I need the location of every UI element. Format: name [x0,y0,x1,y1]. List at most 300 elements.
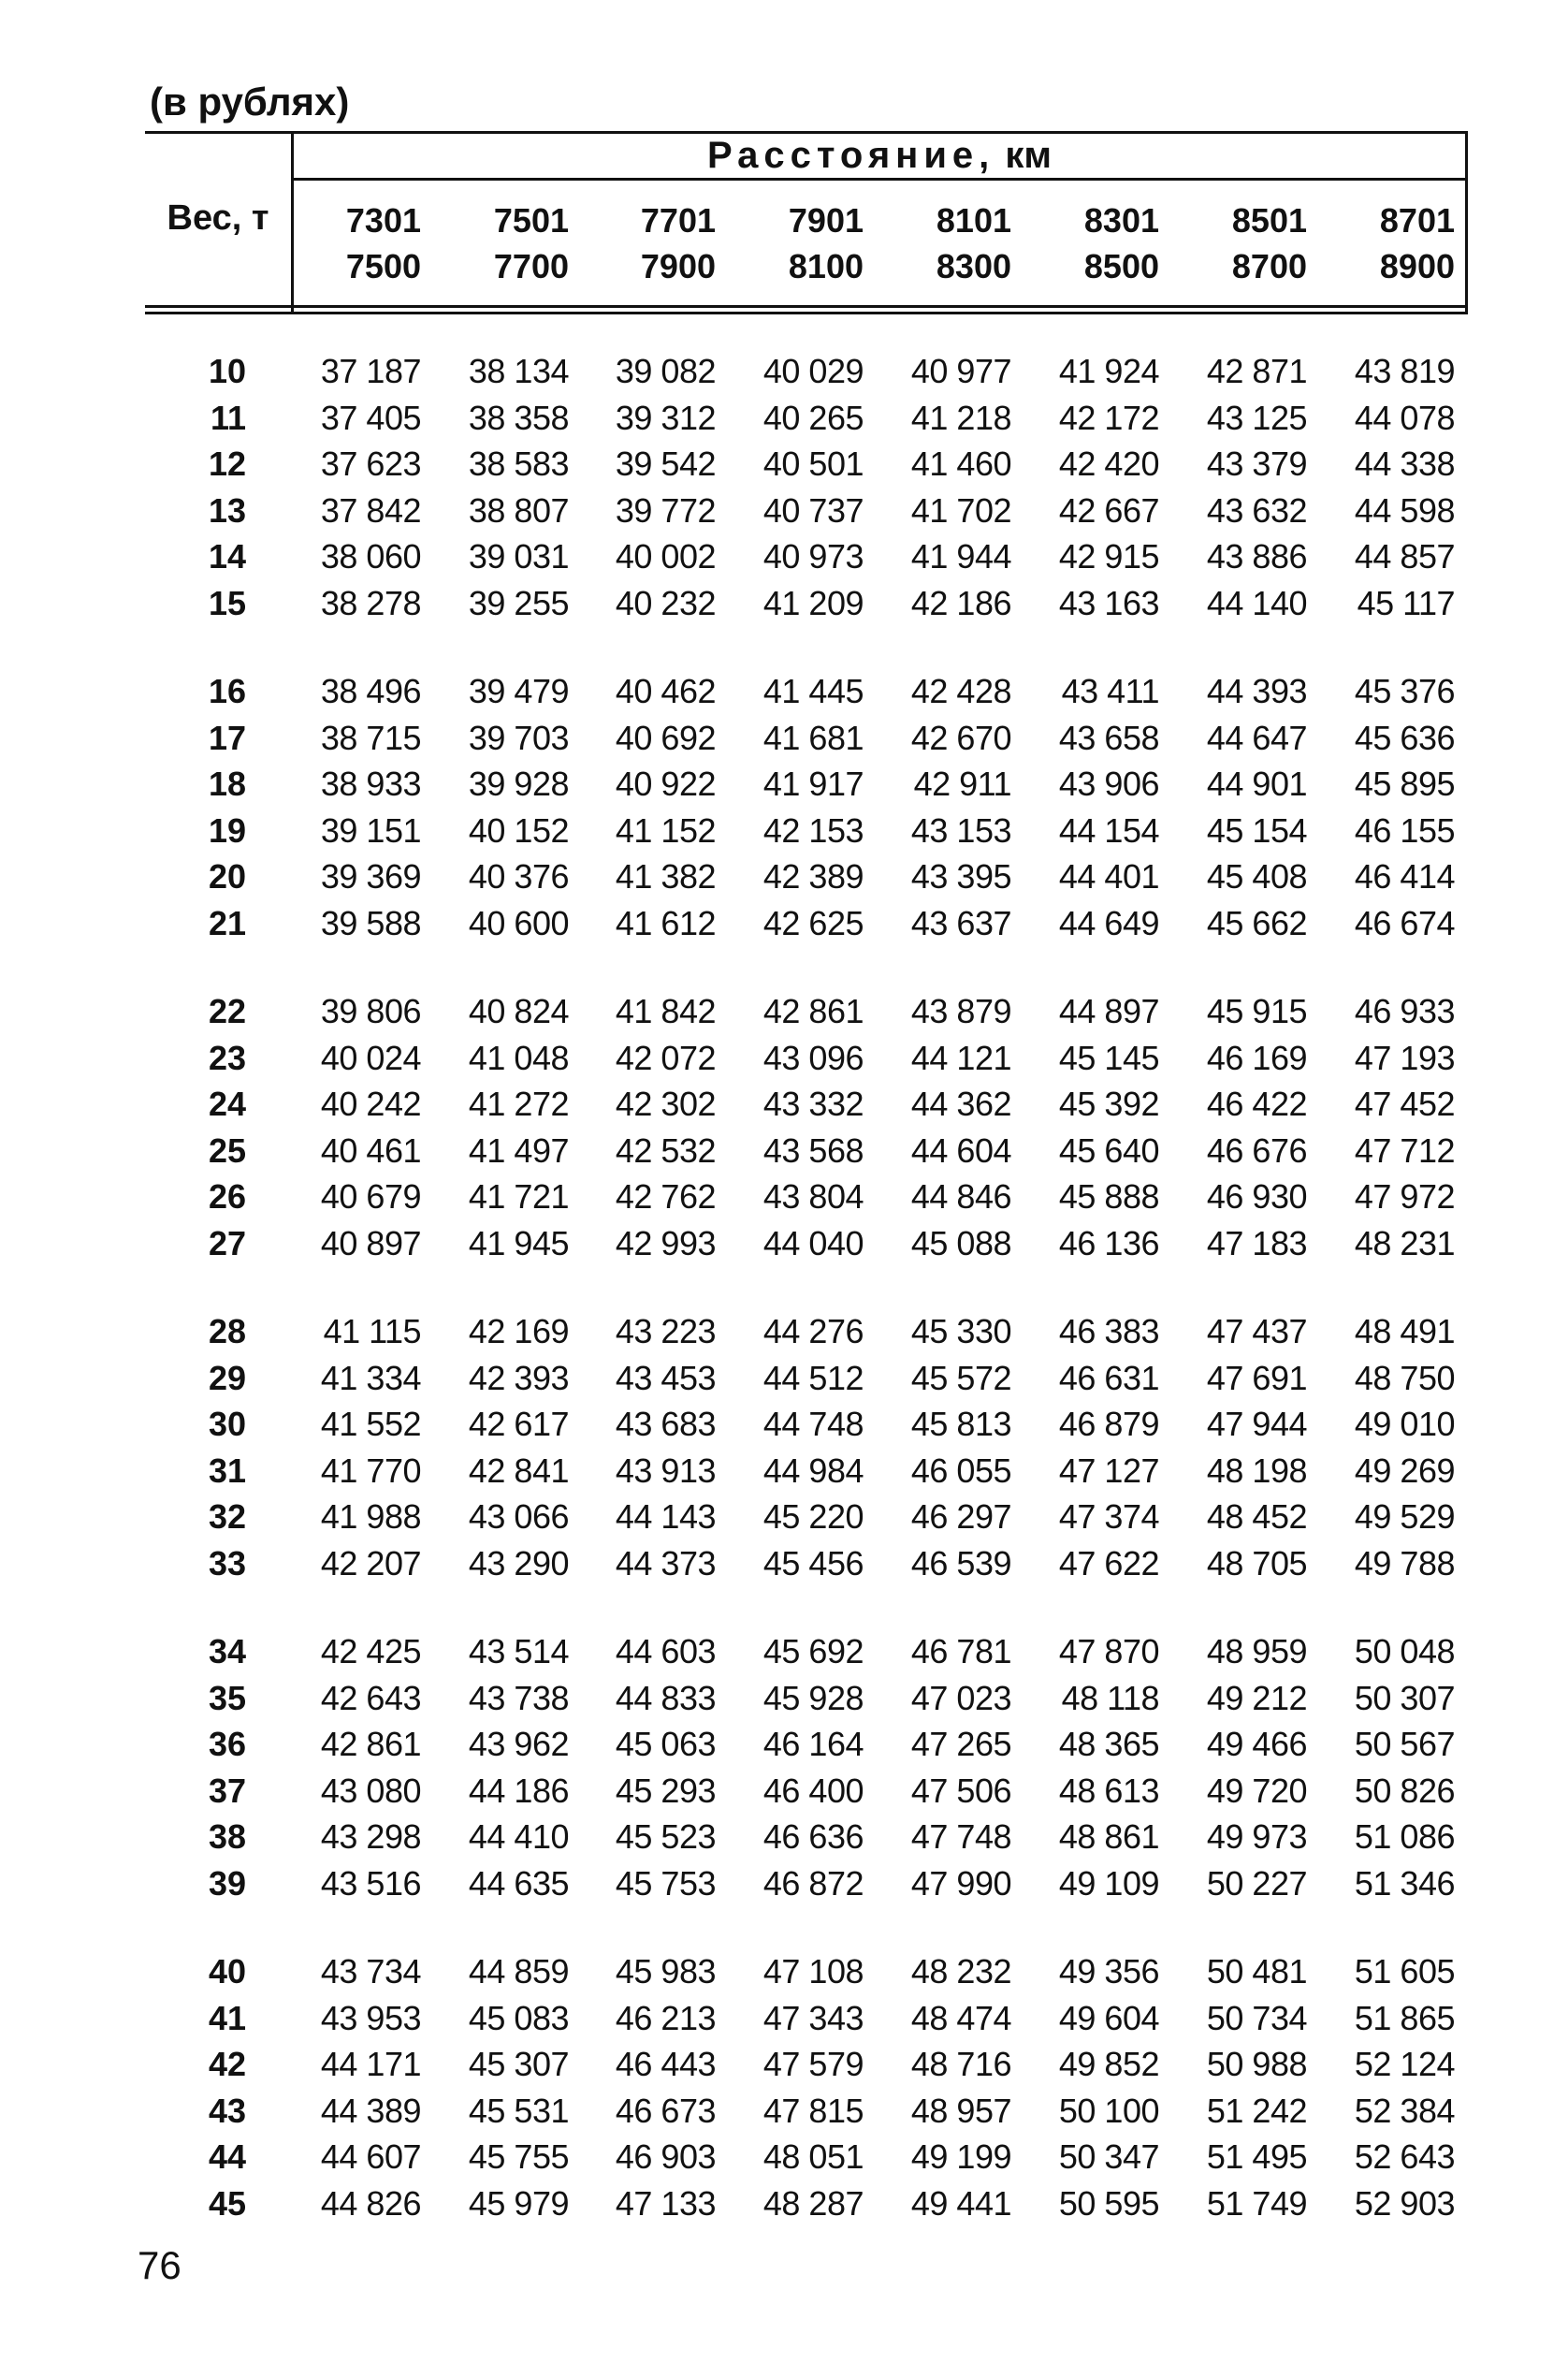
fare-cell: 44 984 [762,1451,864,1490]
weight-cell: 32 [208,1497,246,1536]
fare-cell: 42 389 [762,857,864,896]
table-row [145,668,1468,715]
fare-cell: 46 383 [1058,1312,1159,1350]
distance-range-from: 7301 [345,201,421,240]
fare-cell: 51 605 [1354,1952,1455,1991]
weight-cell: 11 [210,398,246,437]
fare-cell: 44 603 [615,1632,716,1670]
fare-cell: 47 691 [1206,1358,1307,1397]
fare-cell: 46 781 [910,1632,1011,1670]
fare-cell: 49 356 [1058,1952,1159,1991]
distance-title-underline [291,178,1468,181]
fare-cell: 40 679 [320,1177,421,1216]
fare-cell: 51 242 [1206,2091,1307,2130]
table-body [145,348,1468,2268]
table-row [145,988,1468,1035]
fare-cell: 40 461 [320,1130,421,1170]
fare-cell: 37 623 [320,445,421,483]
fare-cell: 49 529 [1354,1497,1455,1536]
fare-cell: 40 002 [615,537,716,576]
fare-cell: 44 859 [468,1952,569,1991]
fare-cell: 44 826 [320,2183,421,2223]
fare-cell: 43 734 [320,1952,421,1991]
fare-cell: 40 977 [910,352,1011,390]
fare-cell: 41 944 [910,537,1011,576]
distance-column-header [281,197,421,289]
fare-cell: 39 255 [468,583,569,622]
fare-cell: 47 712 [1354,1130,1455,1170]
weight-cell: 43 [208,2091,246,2130]
fare-cell: 48 861 [1058,1817,1159,1856]
weight-cell: 38 [208,1817,246,1856]
fare-cell: 39 082 [615,352,716,390]
fare-cell: 45 392 [1058,1085,1159,1123]
fare-cell: 51 749 [1206,2183,1307,2223]
fare-cell: 43 953 [320,1998,421,2037]
fare-cell: 46 933 [1354,992,1455,1030]
fare-cell: 39 031 [468,537,569,576]
fare-cell: 41 272 [468,1085,569,1123]
fare-cell: 43 804 [762,1177,864,1216]
fare-cell: 41 770 [320,1451,421,1490]
table-row [145,853,1468,900]
fare-cell: 43 453 [615,1358,716,1397]
fare-cell: 43 962 [468,1725,569,1763]
fare-cell: 50 567 [1354,1725,1455,1763]
fare-cell: 40 152 [468,810,569,850]
header-border-right [1465,131,1468,314]
fare-cell: 41 721 [468,1177,569,1216]
fare-cell: 52 124 [1354,2045,1455,2083]
weight-cell: 37 [208,1771,246,1810]
fare-cell: 42 871 [1206,352,1307,390]
fare-cell: 42 861 [320,1725,421,1763]
weight-cell: 44 [208,2137,246,2176]
weight-cell: 30 [208,1405,246,1443]
fare-cell: 43 332 [762,1085,864,1123]
fare-cell: 45 572 [910,1358,1011,1397]
fare-cell: 43 738 [468,1678,569,1717]
fare-cell: 41 552 [320,1405,421,1443]
fare-cell: 42 643 [320,1678,421,1717]
fare-cell: 46 055 [910,1451,1011,1490]
fare-cell: 48 198 [1206,1451,1307,1490]
fare-cell: 50 347 [1058,2137,1159,2176]
fare-cell: 45 531 [468,2091,569,2130]
distance-range-to: 8100 [788,247,864,285]
fare-cell: 42 207 [320,1543,421,1582]
fare-cell: 48 705 [1206,1543,1307,1582]
fare-cell: 44 121 [910,1038,1011,1077]
fare-cell: 46 872 [762,1863,864,1903]
distance-range-to: 8300 [936,247,1011,285]
fare-cell: 46 136 [1058,1223,1159,1262]
fare-cell: 46 213 [615,1998,716,2037]
fare-cell: 46 539 [910,1543,1011,1582]
distance-range-to: 8700 [1231,247,1307,285]
fare-cell: 39 312 [615,398,716,437]
fare-cell: 42 169 [468,1312,569,1350]
table-row [145,1174,1468,1220]
fare-cell: 44 154 [1058,810,1159,850]
fare-cell: 48 051 [762,2137,864,2176]
distance-column-header [871,197,1011,289]
table-row [145,1995,1468,2042]
fare-cell: 41 460 [910,445,1011,483]
fare-cell: 43 568 [762,1130,864,1170]
fare-cell: 41 048 [468,1038,569,1077]
row-group [145,1948,1468,2226]
fare-cell: 43 080 [320,1771,421,1810]
fare-cell: 41 445 [762,672,864,710]
fare-cell: 45 293 [615,1771,716,1810]
table-row [145,1128,1468,1174]
weight-cell: 19 [208,810,246,850]
weight-cell: 15 [208,583,246,622]
fare-cell: 41 334 [320,1358,421,1397]
fare-cell: 52 643 [1354,2137,1455,2176]
weight-cell: 27 [208,1223,246,1262]
table-row [145,2180,1468,2227]
fare-cell: 40 692 [615,718,716,757]
fare-cell: 40 462 [615,672,716,710]
fare-cell: 45 330 [910,1312,1011,1350]
fare-cell: 44 647 [1206,718,1307,757]
fare-cell: 40 265 [762,398,864,437]
distance-range-to: 7700 [493,247,569,285]
fare-cell: 43 411 [1061,672,1159,710]
fare-cell: 44 186 [468,1771,569,1810]
distance-range-from: 7701 [640,201,716,240]
weight-cell: 20 [208,857,246,896]
fare-cell: 40 242 [320,1085,421,1123]
table-row [145,348,1468,395]
fare-cell: 44 748 [762,1405,864,1443]
weight-cell: 22 [208,992,246,1030]
fare-cell: 46 164 [762,1725,864,1763]
fare-cell: 48 118 [1061,1678,1159,1717]
fare-cell: 40 897 [320,1223,421,1262]
fare-cell: 49 466 [1206,1725,1307,1763]
fare-cell: 46 903 [615,2137,716,2176]
table-row [145,761,1468,808]
weight-cell: 41 [208,1998,246,2037]
distance-range-to: 7900 [640,247,716,285]
fare-cell: 44 598 [1354,490,1455,530]
fare-cell: 46 674 [1354,903,1455,942]
fare-cell: 47 972 [1354,1177,1455,1216]
fare-cell: 42 861 [762,992,864,1030]
distance-range-to: 8900 [1379,247,1455,285]
fare-cell: 44 338 [1354,445,1455,483]
fare-cell: 39 542 [615,445,716,483]
fare-cell: 48 957 [910,2091,1011,2130]
fare-cell: 43 223 [615,1312,716,1350]
fare-cell: 49 269 [1354,1451,1455,1490]
fare-cell: 47 374 [1058,1497,1159,1536]
distance-column-header [575,197,716,289]
fare-cell: 39 703 [468,718,569,757]
fare-cell: 49 010 [1354,1405,1455,1443]
fare-cell: 50 100 [1058,2091,1159,2130]
distance-title [294,136,1465,175]
fare-cell: 43 658 [1058,718,1159,757]
fare-cell: 43 879 [910,992,1011,1030]
fare-cell: 41 702 [910,490,1011,530]
table-row [145,2134,1468,2180]
fare-cell: 49 212 [1206,1678,1307,1717]
weight-cell: 33 [208,1543,246,1582]
fare-cell: 42 532 [615,1130,716,1170]
fare-cell: 44 604 [910,1130,1011,1170]
fare-cell: 37 405 [320,398,421,437]
table-row [145,1401,1468,1448]
table-row [145,441,1468,488]
fare-cell: 45 145 [1058,1038,1159,1077]
fare-cell: 38 358 [468,398,569,437]
fare-cell: 39 588 [320,903,421,942]
fare-cell: 42 302 [615,1085,716,1123]
fare-cell: 44 846 [910,1177,1011,1216]
fare-cell: 43 913 [615,1451,716,1490]
weight-cell: 10 [208,352,246,390]
row-group [145,668,1468,946]
weight-cell: 29 [208,1358,246,1397]
fare-cell: 40 737 [762,490,864,530]
fare-cell: 44 078 [1354,398,1455,437]
fare-cell: 46 676 [1206,1130,1307,1170]
table-row [145,488,1468,534]
fare-cell: 42 841 [468,1451,569,1490]
fare-cell: 44 649 [1058,903,1159,942]
weight-cell: 17 [208,718,246,757]
fare-cell: 38 807 [468,490,569,530]
distance-column-header [1019,197,1159,289]
fare-cell: 47 343 [762,1998,864,2037]
fare-cell: 43 514 [468,1632,569,1670]
table-row [145,1220,1468,1267]
fare-cell: 46 636 [762,1817,864,1856]
fare-cell: 45 083 [468,1998,569,2037]
weight-cell: 26 [208,1177,246,1216]
fare-cell: 49 973 [1206,1817,1307,1856]
fare-cell: 49 720 [1206,1771,1307,1810]
fare-cell: 49 441 [910,2183,1011,2223]
fare-cell: 43 290 [468,1543,569,1582]
table-row [145,1448,1468,1495]
fare-cell: 44 171 [320,2045,421,2083]
fare-cell: 47 452 [1354,1085,1455,1123]
fare-cell: 52 384 [1354,2091,1455,2130]
fare-cell: 50 988 [1206,2045,1307,2083]
weight-cell: 28 [208,1312,246,1350]
table-row [145,1081,1468,1128]
fare-cell: 46 297 [910,1497,1011,1536]
fare-cell: 42 670 [910,718,1011,757]
distance-range-to: 8500 [1083,247,1159,285]
fare-cell: 44 635 [468,1863,569,1903]
table-row [145,1860,1468,1907]
fare-cell: 43 379 [1206,445,1307,483]
fare-cell: 44 833 [615,1678,716,1717]
fare-cell: 38 496 [320,672,421,710]
table-row [145,1721,1468,1768]
fare-cell: 44 901 [1206,765,1307,803]
fare-cell: 46 414 [1354,857,1455,896]
fare-cell: 43 632 [1206,490,1307,530]
fare-cell: 42 186 [910,583,1011,622]
fare-cell: 43 683 [615,1405,716,1443]
fare-cell: 47 183 [1206,1223,1307,1262]
fare-cell: 47 437 [1206,1312,1307,1350]
fare-cell: 51 086 [1354,1817,1455,1856]
unit-label: (в рублях) [150,80,350,124]
fare-cell: 38 134 [468,352,569,390]
fare-cell: 41 497 [468,1130,569,1170]
fare-cell: 51 495 [1206,2137,1307,2176]
fare-cell: 44 143 [615,1497,716,1536]
fare-cell: 37 842 [320,490,421,530]
fare-cell: 49 109 [1058,1863,1159,1903]
fare-cell: 47 023 [910,1678,1011,1717]
fare-cell: 48 287 [762,2183,864,2223]
fare-cell: 41 152 [615,810,716,850]
fare-cell: 50 826 [1354,1771,1455,1810]
fare-cell: 41 382 [615,857,716,896]
weight-cell: 39 [208,1863,246,1903]
fare-cell: 45 915 [1206,992,1307,1030]
distance-title-text: Расстояние, [706,135,995,176]
distance-column-header [1167,197,1307,289]
fare-cell: 41 917 [762,765,864,803]
table-row [145,533,1468,580]
fare-cell: 45 755 [468,2137,569,2176]
fare-cell: 48 365 [1058,1725,1159,1763]
fare-cell: 50 307 [1354,1678,1455,1717]
fare-cell: 50 595 [1058,2183,1159,2223]
fare-cell: 45 979 [468,2183,569,2223]
row-group [145,348,1468,626]
fare-cell: 43 066 [468,1497,569,1536]
table-row [145,2088,1468,2135]
fare-cell: 47 506 [910,1771,1011,1810]
row-group [145,1628,1468,1906]
fare-cell: 48 716 [910,2045,1011,2083]
fare-cell: 52 903 [1354,2183,1455,2223]
fare-cell: 44 607 [320,2137,421,2176]
fare-cell: 41 988 [320,1497,421,1536]
distance-unit: км [1005,135,1053,176]
fare-cell: 42 393 [468,1358,569,1397]
fare-cell: 45 376 [1354,672,1455,710]
fare-cell: 44 897 [1058,992,1159,1030]
fare-cell: 38 060 [320,537,421,576]
fare-cell: 48 750 [1354,1358,1455,1397]
fare-cell: 46 930 [1206,1177,1307,1216]
fare-cell: 46 155 [1354,810,1455,850]
fare-cell: 41 842 [615,992,716,1030]
distance-range-from: 7901 [788,201,864,240]
fare-cell: 45 983 [615,1952,716,1991]
fare-cell: 43 125 [1206,398,1307,437]
table-row [145,1540,1468,1587]
fare-cell: 46 422 [1206,1085,1307,1123]
weight-cell: 34 [208,1632,246,1670]
distance-range-from: 8501 [1231,201,1307,240]
fare-cell: 45 928 [762,1678,864,1717]
table-row [145,1308,1468,1355]
fare-cell: 41 924 [1058,352,1159,390]
fare-cell: 44 401 [1058,857,1159,896]
fare-cell: 43 637 [910,903,1011,942]
fare-cell: 40 600 [468,903,569,942]
fare-cell: 48 613 [1058,1771,1159,1810]
fare-cell: 47 265 [910,1725,1011,1763]
fare-cell: 38 715 [320,718,421,757]
page-number: 76 [138,2243,181,2287]
fare-cell: 42 072 [615,1038,716,1077]
fare-cell: 42 617 [468,1405,569,1443]
fare-cell: 40 376 [468,857,569,896]
fare-cell: 43 516 [320,1863,421,1903]
fare-cell: 44 393 [1206,672,1307,710]
fare-cell: 40 501 [762,445,864,483]
fare-cell: 38 583 [468,445,569,483]
weight-column-header: Вес, т [167,198,269,238]
fare-cell: 43 298 [320,1817,421,1856]
fare-cell: 40 922 [615,765,716,803]
fare-cell: 48 452 [1206,1497,1307,1536]
weight-cell: 16 [208,672,246,710]
fare-cell: 47 622 [1058,1543,1159,1582]
fare-cell: 39 928 [468,765,569,803]
fare-cell: 42 911 [913,765,1011,803]
fare-cell: 46 673 [615,2091,716,2130]
distance-range-from: 8101 [936,201,1011,240]
fare-cell: 42 915 [1058,537,1159,576]
fare-cell: 44 389 [320,2091,421,2130]
table-row [145,395,1468,442]
fare-cell: 43 153 [910,810,1011,850]
distance-range-from: 8701 [1379,201,1455,240]
fare-cell: 43 096 [762,1038,864,1077]
fare-cell: 45 063 [615,1725,716,1763]
weight-cell: 12 [208,445,246,483]
fare-cell: 48 231 [1354,1223,1455,1262]
fare-cell: 47 870 [1058,1632,1159,1670]
table-row [145,580,1468,627]
fare-cell: 44 276 [762,1312,864,1350]
fare-cell: 39 772 [615,490,716,530]
fare-cell: 48 491 [1354,1312,1455,1350]
fare-cell: 44 857 [1354,537,1455,576]
table-row [145,1768,1468,1815]
fare-cell: 49 199 [910,2137,1011,2176]
fare-cell: 45 895 [1354,765,1455,803]
fare-cell: 42 667 [1058,490,1159,530]
weight-cell: 31 [208,1451,246,1490]
fare-cell: 39 369 [320,857,421,896]
fare-cell: 42 762 [615,1177,716,1216]
fare-cell: 42 625 [762,903,864,942]
fare-cell: 40 024 [320,1038,421,1077]
fare-cell: 44 373 [615,1543,716,1582]
distance-range-from: 7501 [493,201,569,240]
fare-cell: 44 140 [1206,583,1307,622]
fare-cell: 40 824 [468,992,569,1030]
fare-cell: 45 088 [910,1223,1011,1262]
weight-cell: 13 [208,490,246,530]
